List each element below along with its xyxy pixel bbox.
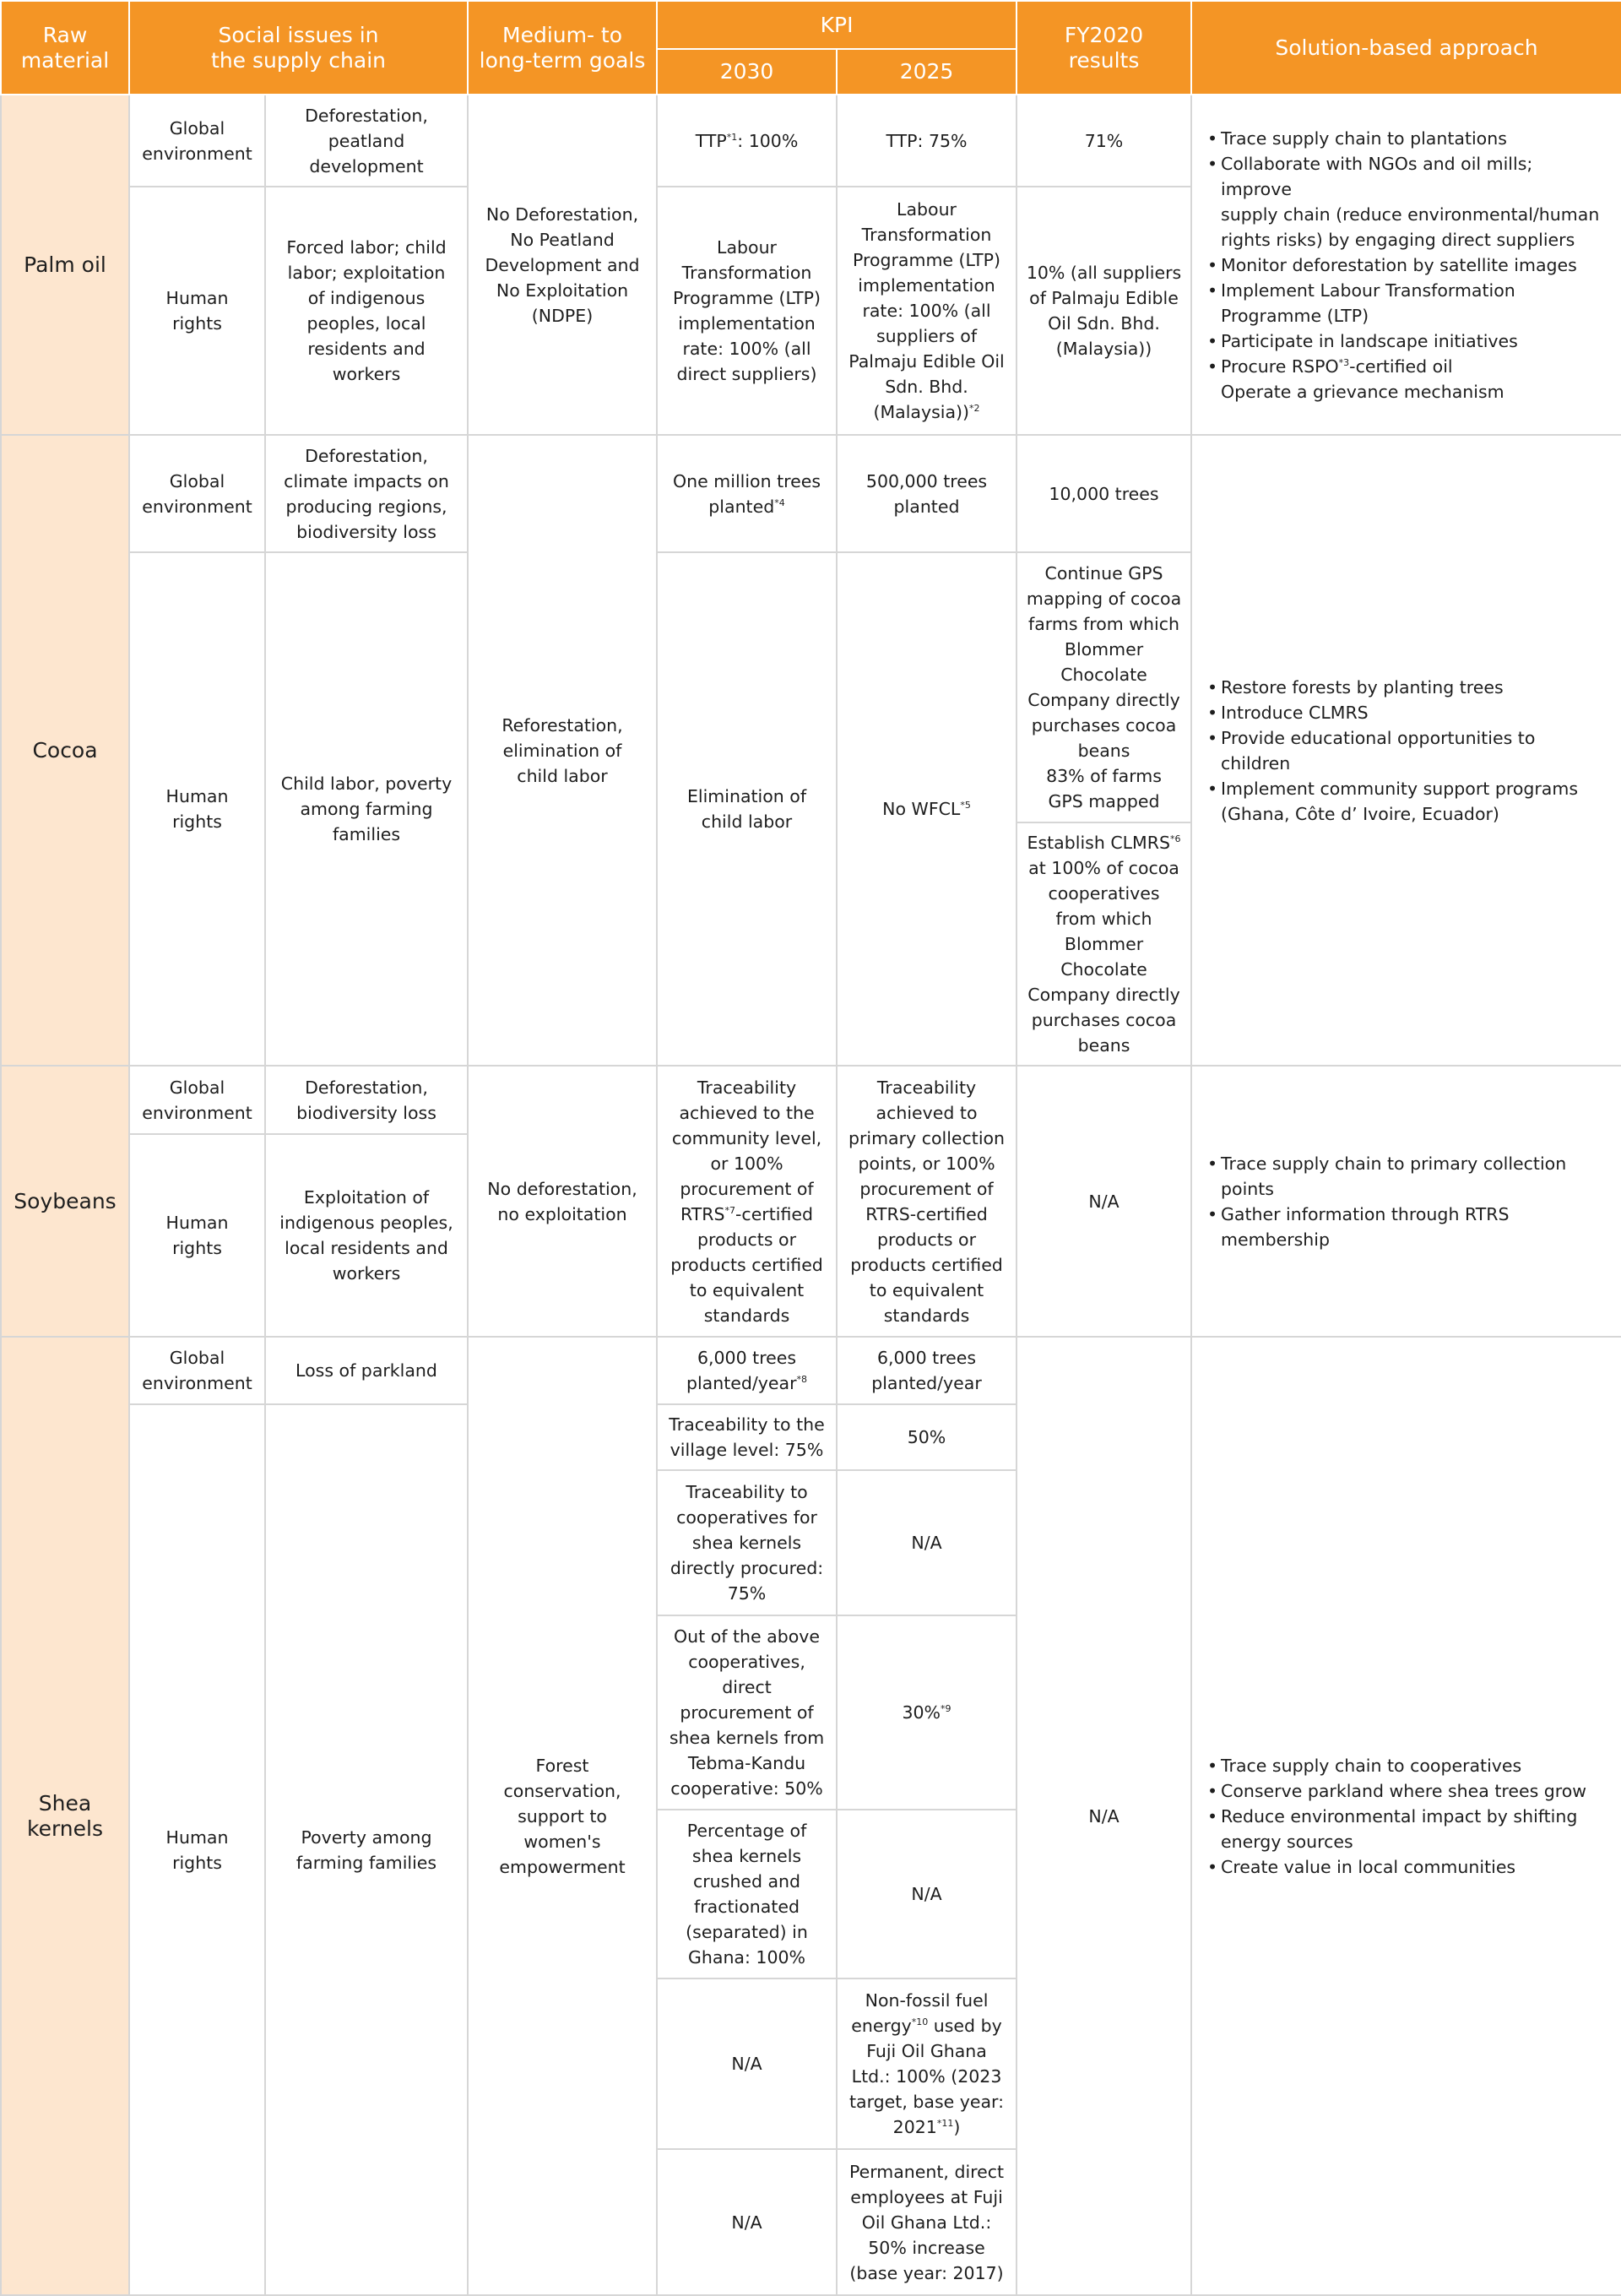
shea-fy2020: N/A	[1017, 1337, 1191, 2295]
palm-env-2030: TTP$^{*1}$: 100%	[657, 95, 837, 187]
cocoa-hr-2030: Elimination of child labor	[657, 552, 837, 1066]
shea-r6-2030: N/A	[657, 1978, 837, 2149]
list-item: • Trace supply chain to plantations	[1207, 126, 1606, 151]
header-fy2020: FY2020 results	[1017, 1, 1191, 95]
header-kpi: KPI	[657, 1, 1017, 49]
cocoa-env-issue: Deforestation, climate impacts on producing regions, biodiversity loss	[265, 435, 468, 552]
material-soybeans: Soybeans	[1, 1066, 129, 1337]
palm-env-fy2020: 71%	[1017, 95, 1191, 187]
palm-env-2025: TTP: 75%	[837, 95, 1017, 187]
list-item: • Provide educational opportunities to children	[1207, 725, 1606, 776]
shea-r4-2030: Out of the above cooperatives, direct procurement of shea kernels from Tebma-Kandu cooperative: 50%	[657, 1615, 837, 1810]
list-item: • Introduce CLMRS	[1207, 700, 1606, 725]
shea-r7-2030: N/A	[657, 2149, 837, 2295]
palm-hr-issue: Forced labor; child labor; exploitation of indigenous peoples, local residents and workers	[265, 187, 468, 435]
header-raw-material: Raw material	[1, 1, 129, 95]
shea-r4-2025: 30%$^{*9}$	[837, 1615, 1017, 1810]
shea-r2-2025: 50%	[837, 1404, 1017, 1470]
soy-hr-issue: Exploitation of indigenous peoples, local residents and workers	[265, 1134, 468, 1337]
shea-r3-2030: Traceability to cooperatives for shea kernels directly procured: 75%	[657, 1470, 837, 1615]
palm-env-label: Global environment	[129, 95, 265, 187]
cocoa-goal: Reforestation, elimination of child labor	[468, 435, 657, 1066]
shea-hr-label: Human rights	[129, 1404, 265, 2295]
palm-hr-fy2020: 10% (all suppliers of Palmaju Edible Oil Sdn. Bhd. (Malaysia))	[1017, 187, 1191, 435]
soy-2030: Traceability achieved to the community level, or 100% procurement of RTRS$^{*7}$-certified products or products certified to equivalent standards	[657, 1066, 837, 1337]
shea-r2-2030: Traceability to the village level: 75%	[657, 1404, 837, 1470]
shea-goal: Forest conservation, support to women's empowerment	[468, 1337, 657, 2295]
list-item: • Collaborate with NGOs and oil mills; improve supply chain (reduce environmental/human rights risks) by engaging direct suppliers	[1207, 151, 1606, 252]
header-solution: Solution-based approach	[1191, 1, 1621, 95]
soy-env-issue: Deforestation, biodiversity loss	[265, 1066, 468, 1134]
material-shea-kernels: Shea kernels	[1, 1337, 129, 2295]
soy-env-label: Global environment	[129, 1066, 265, 1134]
header-social-issues: Social issues in the supply chain	[129, 1, 468, 95]
list-item: • Participate in landscape initiatives	[1207, 328, 1606, 354]
soy-goal: No deforestation, no exploitation	[468, 1066, 657, 1337]
cocoa-env-2030: One million trees planted$^{*4}$	[657, 435, 837, 552]
list-item: • Trace supply chain to cooperatives	[1207, 1753, 1606, 1778]
cocoa-env-label: Global environment	[129, 435, 265, 552]
palm-goal: No Deforestation, No Peatland Development and No Exploitation (NDPE)	[468, 95, 657, 435]
shea-r5-2025: N/A	[837, 1810, 1017, 1978]
cocoa-env-fy2020: 10,000 trees	[1017, 435, 1191, 552]
soy-solutions	[1191, 1066, 1621, 1337]
cocoa-solutions	[1191, 435, 1621, 1066]
list-item: • Conserve parkland where shea trees grow	[1207, 1778, 1606, 1804]
cocoa-hr-label: Human rights	[129, 552, 265, 1066]
shea-env-label: Global environment	[129, 1337, 265, 1404]
shea-solutions	[1191, 1337, 1621, 2295]
shea-r7-2025: Permanent, direct employees at Fuji Oil Ghana Ltd.: 50% increase (base year: 2017)	[837, 2149, 1017, 2295]
soy-2025: Traceability achieved to primary collection points, or 100% procurement of RTRS-certified products or products certified to equivalent standards	[837, 1066, 1017, 1337]
cocoa-hr-fy2020-gps: Continue GPS mapping of cocoa farms from which Blommer Chocolate Company directly purchases cocoa beans 83% of farms GPS mapped	[1017, 552, 1191, 822]
header-goals: Medium- to long-term goals	[468, 1, 657, 95]
shea-r6-2025: Non-fossil fuel energy$^{*10}$ used by Fuji Oil Ghana Ltd.: 100% (2023 target, base year: 2021$^{*11}$)	[837, 1978, 1017, 2149]
shea-r5-2030: Percentage of shea kernels crushed and fractionated (separated) in Ghana: 100%	[657, 1810, 837, 1978]
list-item: • Implement community support programs (Ghana, Côte d’ Ivoire, Ecuador)	[1207, 776, 1606, 827]
header-2025: 2025	[837, 49, 1017, 95]
cocoa-hr-2025: No WFCL$^{*5}$	[837, 552, 1017, 1066]
cocoa-hr-issue: Child labor, poverty among farming families	[265, 552, 468, 1066]
shea-env-issue: Loss of parkland	[265, 1337, 468, 1404]
list-item: • Procure RSPO$^{*3}$-certified oil	[1207, 354, 1606, 379]
palm-hr-label: Human rights	[129, 187, 265, 435]
header-2030: 2030	[657, 49, 837, 95]
list-item: • Reduce environmental impact by shifting energy sources	[1207, 1804, 1606, 1854]
soy-hr-label: Human rights	[129, 1134, 265, 1337]
shea-r1-2030: 6,000 trees planted/year$^{*8}$	[657, 1337, 837, 1404]
soy-fy2020: N/A	[1017, 1066, 1191, 1337]
palm-hr-2030: Labour Transformation Programme (LTP) implementation rate: 100% (all direct suppliers)	[657, 187, 837, 435]
cocoa-hr-fy2020-clmrs: Establish CLMRS$^{*6}$ at 100% of cocoa cooperatives from which Blommer Chocolate Company directly purchases cocoa beans	[1017, 822, 1191, 1066]
palm-env-issue: Deforestation, peatland development	[265, 95, 468, 187]
list-item: • Gather information through RTRS membership	[1207, 1202, 1606, 1252]
list-item: • Implement Labour Transformation Programme (LTP)	[1207, 278, 1606, 328]
list-item: • Create value in local communities	[1207, 1854, 1606, 1880]
list-item: • Restore forests by planting trees	[1207, 675, 1606, 700]
list-item: • Monitor deforestation by satellite images	[1207, 252, 1606, 278]
list-item: • Trace supply chain to primary collection points	[1207, 1151, 1606, 1202]
material-cocoa: Cocoa	[1, 435, 129, 1066]
shea-hr-issue: Poverty among farming families	[265, 1404, 468, 2295]
palm-solutions	[1191, 95, 1621, 435]
shea-r1-2025: 6,000 trees planted/year	[837, 1337, 1017, 1404]
cocoa-env-2025: 500,000 trees planted	[837, 435, 1017, 552]
material-palm-oil: Palm oil	[1, 95, 129, 435]
shea-r3-2025: N/A	[837, 1470, 1017, 1615]
palm-hr-2025: Labour Transformation Programme (LTP) implementation rate: 100% (all suppliers of Palmaju Edible Oil Sdn. Bhd. (Malaysia))$^{*2}$	[837, 187, 1017, 435]
list-item: Operate a grievance mechanism	[1221, 381, 1504, 402]
